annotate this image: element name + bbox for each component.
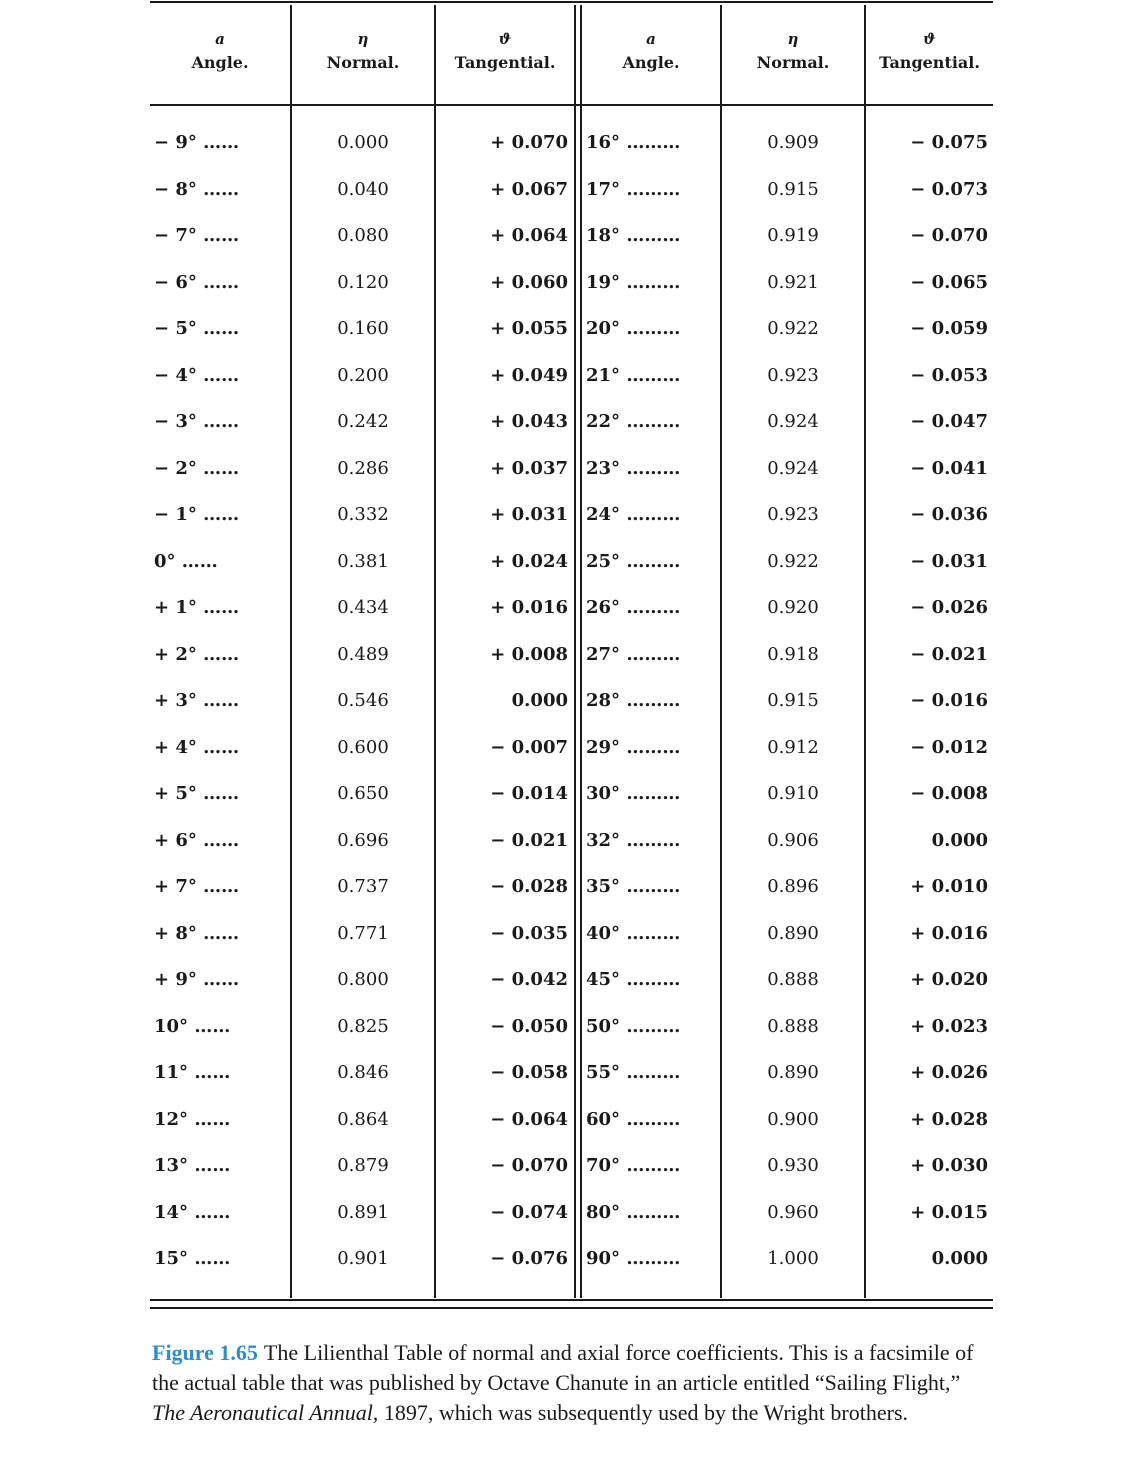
angle-right-cell: 55° ……… [586,1062,681,1083]
header-bottom-rule [150,104,993,106]
table-row [150,1097,993,1143]
tangential-left-cell: + 0.064 [490,225,568,246]
header-normal-left [292,28,434,88]
angle-right-cell: 80° ……… [586,1201,681,1223]
angle-right-cell: 40° ……… [586,922,681,944]
normal-right-cell: 0.888 [767,1015,819,1037]
angle-right-cell: 25° ……… [586,550,681,572]
tangential-right-cell: + 0.026 [910,1062,988,1083]
tangential-left-cell: − 0.070 [490,1155,568,1176]
normal-right-cell: 0.909 [767,132,819,153]
normal-left-cell: 0.771 [337,922,389,944]
header-symbol: a [215,30,225,48]
angle-right-cell: 18° ……… [586,225,681,246]
angle-left-cell: − 5° …… [154,318,240,339]
table-row [150,957,993,1003]
tangential-right-cell: + 0.020 [910,969,988,990]
angle-left-cell: − 7° …… [154,225,240,246]
angle-right-cell: 22° ……… [586,411,681,432]
angle-right-cell: 17° ……… [586,178,681,200]
table-row [150,120,993,166]
angle-right-cell: 28° ……… [586,690,681,711]
angle-right-cell: 16° ……… [586,132,681,153]
tangential-right-cell: − 0.065 [910,271,988,293]
angle-right-cell: 70° ……… [586,1155,681,1176]
normal-left-cell: 0.120 [337,271,389,293]
angle-right-cell: 35° ……… [586,876,681,897]
normal-left-cell: 0.242 [337,411,389,432]
angle-left-cell: − 1° …… [154,504,240,525]
tangential-left-cell: + 0.055 [490,318,568,339]
angle-left-cell: − 3° …… [154,411,240,432]
angle-left-cell: + 7° …… [154,876,240,897]
angle-right-cell: 45° ……… [586,969,681,990]
normal-left-cell: 0.891 [337,1201,389,1223]
normal-left-cell: 0.825 [337,1015,389,1037]
header-label: Angle. [622,53,680,72]
normal-right-cell: 0.900 [767,1108,819,1130]
normal-left-cell: 0.650 [337,783,389,804]
normal-right-cell: 0.915 [767,178,819,200]
table-bottom-rule [150,1299,993,1301]
tangential-left-cell: + 0.024 [490,550,568,572]
table-top-rule [150,1,993,3]
tangential-right-cell: − 0.075 [910,132,988,153]
header-symbol: a [646,30,656,48]
table-row [150,911,993,957]
angle-left-cell: + 5° …… [154,783,240,804]
normal-right-cell: 0.918 [767,643,819,665]
normal-left-cell: 0.080 [337,225,389,246]
normal-left-cell: 0.200 [337,364,389,386]
tangential-right-cell: + 0.028 [910,1108,988,1130]
tangential-left-cell: − 0.058 [490,1062,568,1083]
angle-left-cell: 13° …… [154,1155,231,1176]
table-row [150,353,993,399]
angle-left-cell: 10° …… [154,1015,231,1037]
normal-left-cell: 0.546 [337,690,389,711]
header-label: Normal. [756,53,830,72]
tangential-left-cell: − 0.042 [490,969,568,990]
table-row [150,1190,993,1236]
table-row [150,632,993,678]
normal-right-cell: 0.921 [767,271,819,293]
angle-right-cell: 23° ……… [586,457,681,479]
angle-left-cell: + 4° …… [154,736,240,758]
normal-right-cell: 0.912 [767,736,819,758]
angle-left-cell: − 9° …… [154,132,240,153]
normal-right-cell: 0.922 [767,318,819,339]
angle-left-cell: − 6° …… [154,271,240,293]
angle-left-cell: + 6° …… [154,829,240,851]
normal-right-cell: 0.890 [767,922,819,944]
header-symbol: η [787,30,799,48]
table-row [150,585,993,631]
normal-right-cell: 0.960 [767,1201,819,1223]
tangential-left-cell: − 0.064 [490,1108,568,1130]
normal-left-cell: 0.901 [337,1248,389,1269]
table-row [150,167,993,213]
figure-label: Figure 1.65 [152,1340,258,1365]
table-row [150,306,993,352]
tangential-right-cell: + 0.030 [910,1155,988,1176]
table-row [150,1050,993,1096]
tangential-left-cell: + 0.008 [490,643,568,665]
figure-caption [152,1338,982,1428]
tangential-right-cell: − 0.008 [910,783,988,804]
tangential-right-cell: − 0.053 [910,364,988,386]
angle-right-cell: 21° ……… [586,364,681,386]
header-tangential-right [866,28,993,88]
table-row [150,399,993,445]
table-row [150,539,993,585]
normal-left-cell: 0.846 [337,1062,389,1083]
normal-right-cell: 0.923 [767,364,819,386]
header-normal-right [722,28,864,88]
tangential-right-cell: 0.000 [931,1248,988,1269]
angle-right-cell: 60° ……… [586,1108,681,1130]
tangential-right-cell: − 0.036 [910,504,988,525]
tangential-right-cell: − 0.016 [910,690,988,711]
table-row [150,260,993,306]
table-row [150,725,993,771]
tangential-right-cell: + 0.023 [910,1015,988,1037]
tangential-right-cell: − 0.059 [910,318,988,339]
tangential-left-cell: + 0.070 [490,132,568,153]
normal-left-cell: 0.800 [337,969,389,990]
tangential-right-cell: − 0.031 [910,550,988,572]
table-row [150,1143,993,1189]
angle-right-cell: 24° ……… [586,504,681,525]
normal-right-cell: 0.919 [767,225,819,246]
table-row [150,864,993,910]
tangential-left-cell: + 0.016 [490,597,568,618]
tangential-left-cell: + 0.031 [490,504,568,525]
header-symbol: η [357,30,369,48]
caption-journal: The Aeronautical Annual, [152,1400,379,1425]
table-row [150,1004,993,1050]
table-row [150,818,993,864]
normal-left-cell: 0.434 [337,597,389,618]
tangential-left-cell: + 0.049 [490,364,568,386]
header-angle-left [150,28,290,88]
header-label: Normal. [326,53,400,72]
lilienthal-table [150,0,993,1312]
angle-right-cell: 27° ……… [586,643,681,665]
tangential-left-cell: − 0.021 [490,829,568,851]
angle-right-cell: 19° ……… [586,271,681,293]
table-row [150,771,993,817]
table-row [150,1236,993,1282]
normal-right-cell: 0.930 [767,1155,819,1176]
angle-left-cell: 15° …… [154,1248,231,1269]
angle-left-cell: 14° …… [154,1201,231,1223]
normal-right-cell: 0.924 [767,457,819,479]
angle-left-cell: − 2° …… [154,457,240,479]
header-tangential-left [436,28,574,88]
tangential-left-cell: + 0.037 [490,457,568,479]
angle-right-cell: 20° ……… [586,318,681,339]
tangential-left-cell: − 0.007 [490,736,568,758]
tangential-right-cell: − 0.021 [910,643,988,665]
normal-right-cell: 0.906 [767,829,819,851]
normal-left-cell: 0.381 [337,550,389,572]
normal-left-cell: 0.737 [337,876,389,897]
normal-right-cell: 0.896 [767,876,819,897]
normal-left-cell: 0.696 [337,829,389,851]
angle-left-cell: + 9° …… [154,969,240,990]
tangential-left-cell: − 0.028 [490,876,568,897]
tangential-right-cell: − 0.026 [910,597,988,618]
tangential-right-cell: − 0.041 [910,457,988,479]
normal-right-cell: 0.920 [767,597,819,618]
normal-right-cell: 0.915 [767,690,819,711]
caption-text-end: 1897, which was subsequently used by the Wright brothers. [383,1400,908,1425]
normal-left-cell: 0.489 [337,643,389,665]
angle-left-cell: − 4° …… [154,364,240,386]
tangential-right-cell: − 0.073 [910,178,988,200]
tangential-left-cell: 0.000 [511,690,568,711]
normal-left-cell: 0.000 [337,132,389,153]
tangential-right-cell: − 0.012 [910,736,988,758]
tangential-right-cell: + 0.015 [910,1201,988,1223]
tangential-left-cell: − 0.035 [490,922,568,944]
table-row [150,678,993,724]
angle-left-cell: 0° …… [154,550,218,572]
table-row [150,213,993,259]
tangential-left-cell: + 0.067 [490,178,568,200]
normal-right-cell: 0.924 [767,411,819,432]
normal-right-cell: 0.890 [767,1062,819,1083]
angle-left-cell: + 3° …… [154,690,240,711]
normal-left-cell: 0.332 [337,504,389,525]
normal-right-cell: 0.888 [767,969,819,990]
normal-right-cell: 0.910 [767,783,819,804]
normal-left-cell: 0.040 [337,178,389,200]
table-bottom-rule-2 [150,1307,993,1309]
table-row [150,446,993,492]
angle-right-cell: 32° ……… [586,829,681,851]
table-row [150,492,993,538]
header-label: Angle. [191,53,249,72]
angle-right-cell: 90° ……… [586,1248,681,1269]
tangential-left-cell: − 0.014 [490,783,568,804]
tangential-right-cell: − 0.047 [910,411,988,432]
tangential-left-cell: + 0.060 [490,271,568,293]
angle-left-cell: 12° …… [154,1108,231,1130]
normal-left-cell: 0.286 [337,457,389,479]
angle-left-cell: − 8° …… [154,178,240,200]
header-label: Tangential. [454,53,556,72]
normal-right-cell: 0.922 [767,550,819,572]
tangential-left-cell: + 0.043 [490,411,568,432]
tangential-right-cell: 0.000 [931,829,988,851]
normal-left-cell: 0.864 [337,1108,389,1130]
angle-right-cell: 30° ……… [586,783,681,804]
header-symbol: ϑ [498,30,512,48]
angle-left-cell: + 1° …… [154,597,240,618]
angle-right-cell: 50° ……… [586,1015,681,1037]
normal-left-cell: 0.879 [337,1155,389,1176]
tangential-left-cell: − 0.050 [490,1015,568,1037]
tangential-right-cell: + 0.010 [910,876,988,897]
normal-left-cell: 0.160 [337,318,389,339]
angle-right-cell: 29° ……… [586,736,681,758]
normal-right-cell: 0.923 [767,504,819,525]
header-angle-right [582,28,720,88]
angle-left-cell: + 2° …… [154,643,240,665]
angle-right-cell: 26° ……… [586,597,681,618]
tangential-right-cell: − 0.070 [910,225,988,246]
normal-left-cell: 0.600 [337,736,389,758]
normal-right-cell: 1.000 [767,1248,819,1269]
tangential-left-cell: − 0.076 [490,1248,568,1269]
angle-left-cell: 11° …… [154,1062,231,1083]
angle-left-cell: + 8° …… [154,922,240,944]
caption-text: The Lilienthal Table of normal and axial force coefficients. This is a facsimile of the actual table that was published by Octave Chanute in an article entitled “Sailing Flight,” [152,1340,974,1395]
tangential-left-cell: − 0.074 [490,1201,568,1223]
header-symbol: ϑ [923,30,936,48]
header-label: Tangential. [879,53,980,72]
tangential-right-cell: + 0.016 [910,922,988,944]
